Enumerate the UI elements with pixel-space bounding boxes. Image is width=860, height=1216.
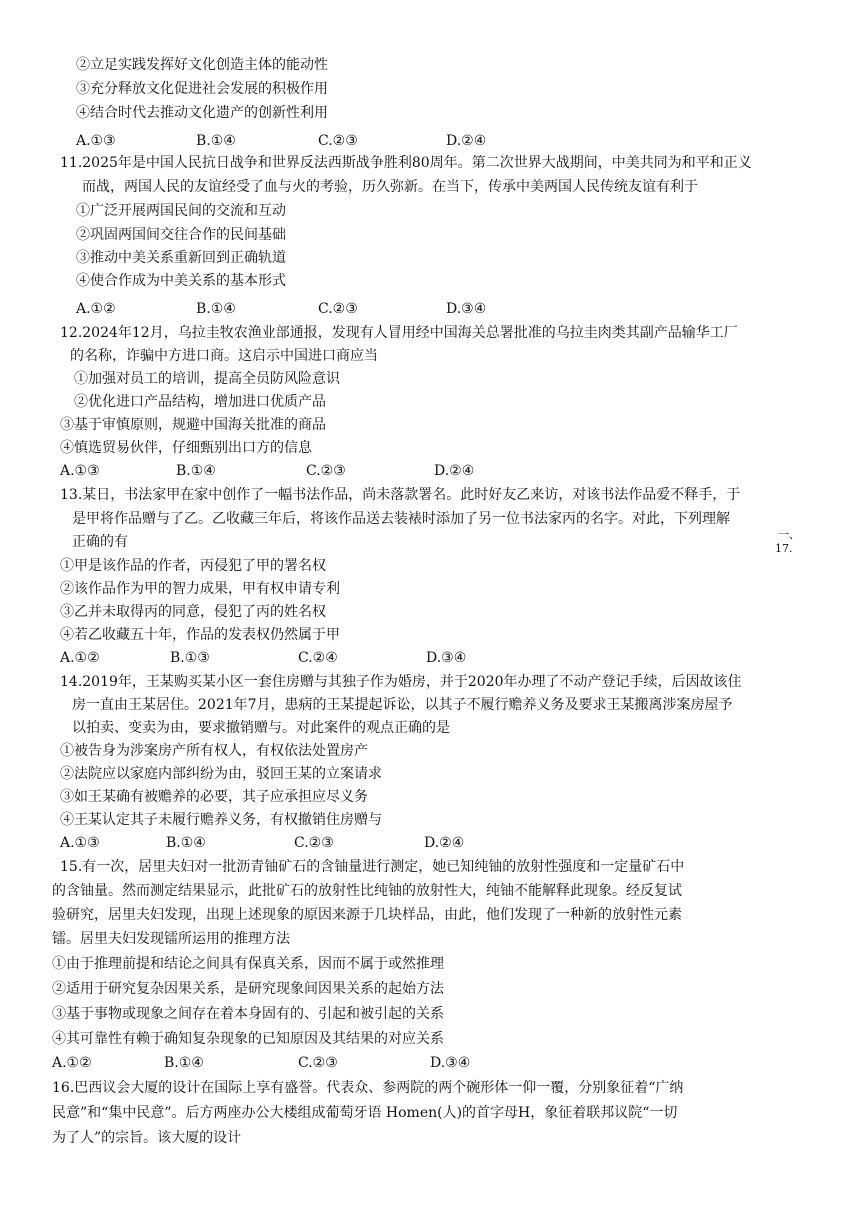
q14-item-2: ②法院应以家庭内部纠纷为由，驳回王某的立案请求	[60, 766, 382, 782]
q12-item-2: ②优化进口产品结构，增加进口优质产品	[74, 394, 326, 410]
q13-option-b[interactable]: B.①③	[170, 650, 210, 666]
q12-option-d[interactable]: D.②④	[434, 463, 475, 479]
q12-item-3: ③基于审慎原则，规避中国海关批准的商品	[60, 417, 326, 433]
q10-item-3: ③充分释放文化促进社会发展的积极作用	[76, 81, 328, 97]
q10-option-b[interactable]: B.①④	[196, 133, 236, 149]
q12-item-1: ①加强对员工的培训，提高全员防风险意识	[74, 371, 340, 387]
q14-stem-line-1: 14.2019年，王某购买某小区一套住房赠与其独子作为婚房，并于2020年办理了不动产登记手续，后因故该住	[60, 674, 742, 690]
q15-option-d[interactable]: D.③④	[430, 1055, 471, 1071]
q16-stem-line-1: 16.巴西议会大厦的设计在国际上享有盛誉。代表众、参两院的两个碗形体一仰一覆，分别象征着“广纳	[52, 1080, 684, 1096]
margin-mark-2: 17.	[775, 542, 793, 555]
q13-stem-line-3: 正确的有	[72, 534, 128, 550]
q14-option-a[interactable]: A.①③	[60, 835, 100, 851]
q11-stem-line-2: 而战，两国人民的友谊经受了血与火的考验，历久弥新。在当下，传承中美两国人民传统友谊有利于	[82, 179, 698, 195]
q11-stem-line-1: 11.2025年是中国人民抗日战争和世界反法西斯战争胜利80周年。第二次世界大战期间，中美共同为和平和正义	[60, 155, 752, 171]
q11-options	[76, 298, 676, 320]
q14-option-b[interactable]: B.①④	[166, 835, 206, 851]
q12-stem-line-2: 的名称，诈骗中方进口商。这启示中国进口商应当	[70, 348, 378, 364]
q15-stem-line-2: 的含铀量。然而测定结果显示，此批矿石的放射性比纯铀的放射性大，纯铀不能解释此现象。经反复试	[52, 883, 682, 899]
q15-option-a[interactable]: A.①②	[52, 1055, 92, 1071]
q15-stem-line-1: 15.有一次，居里夫妇对一批沥青铀矿石的含铀量进行测定，她已知纯铀的放射性强度和一定量矿石中	[60, 859, 685, 875]
q13-item-1: ①甲是该作品的作者，丙侵犯了甲的署名权	[60, 558, 326, 574]
q15-options	[52, 1052, 652, 1074]
q13-item-4: ④若乙收藏五十年，作品的发表权仍然属于甲	[60, 627, 340, 643]
q15-option-b[interactable]: B.①④	[164, 1055, 204, 1071]
q13-option-a[interactable]: A.①②	[60, 650, 100, 666]
q11-item-3: ③推动中美关系重新回到正确轨道	[76, 250, 286, 266]
q10-options	[76, 130, 676, 152]
q13-option-c[interactable]: C.②④	[298, 650, 338, 666]
q10-option-c[interactable]: C.②③	[318, 133, 358, 149]
margin-mark-1: 一、	[778, 528, 800, 541]
q13-stem-line-2: 是甲将作品赠与了乙。乙收藏三年后，将该作品送去装裱时添加了另一位书法家丙的名字。对此，下列理解	[72, 511, 730, 527]
q10-item-2: ②立足实践发挥好文化创造主体的能动性	[76, 57, 328, 73]
q14-item-1: ①被告身为涉案房产所有权人，有权依法处置房产	[60, 743, 368, 759]
q15-stem-line-3: 验研究，居里夫妇发现，出现上述现象的原因来源于几块样品，由此，他们发现了一种新的放射性元素	[52, 907, 682, 923]
q14-stem-line-3: 以拍卖、变卖为由，要求撤销赠与。对此案件的观点正确的是	[72, 720, 450, 736]
q10-option-a[interactable]: A.①③	[76, 133, 116, 149]
q14-options	[60, 832, 660, 854]
q11-item-1: ①广泛开展两国民间的交流和互动	[76, 203, 286, 219]
q12-item-4: ④慎选贸易伙伴，仔细甄别出口方的信息	[60, 440, 312, 456]
q11-option-c[interactable]: C.②③	[318, 301, 358, 317]
q13-stem-line-1: 13.某日，书法家甲在家中创作了一幅书法作品，尚未落款署名。此时好友乙来访，对该书法作品爱不释手，于	[60, 487, 741, 503]
q12-option-b[interactable]: B.①④	[176, 463, 216, 479]
q13-item-3: ③乙并未取得丙的同意，侵犯了丙的姓名权	[60, 604, 326, 620]
q13-options	[60, 647, 660, 669]
q11-option-b[interactable]: B.①④	[196, 301, 236, 317]
q11-item-2: ②巩固两国间交往合作的民间基础	[76, 227, 286, 243]
q16-stem-line-3: 为了人”的宗旨。该大厦的设计	[52, 1130, 242, 1146]
q15-item-3: ③基于事物或现象之间存在着本身固有的、引起和被引起的关系	[52, 1006, 444, 1022]
q15-stem-line-4: 镭。居里夫妇发现镭所运用的推理方法	[52, 931, 290, 947]
q12-stem-line-1: 12.2024年12月，乌拉圭牧农渔业部通报，发现有人冒用经中国海关总署批准的乌拉圭肉类其副产品输华工厂	[60, 325, 738, 341]
q15-item-1: ①由于推理前提和结论之间具有保真关系，因而不属于或然推理	[52, 956, 444, 972]
q12-option-c[interactable]: C.②③	[306, 463, 346, 479]
q13-option-d[interactable]: D.③④	[426, 650, 467, 666]
q15-option-c[interactable]: C.②③	[298, 1055, 338, 1071]
q10-option-d[interactable]: D.②④	[446, 133, 487, 149]
q12-option-a[interactable]: A.①③	[60, 463, 100, 479]
q11-item-4: ④使合作成为中美关系的基本形式	[76, 273, 286, 289]
q14-option-d[interactable]: D.②④	[424, 835, 465, 851]
q14-option-c[interactable]: C.②③	[294, 835, 334, 851]
q14-stem-line-2: 房一直由王某居住。2021年7月，患病的王某提起诉讼，以其子不履行赡养义务及要求王某搬离涉案房屋予	[72, 697, 733, 713]
q16-stem-line-2: 民意”和“集中民意”。后方两座办公大楼组成葡萄牙语 Homen(人)的首字母H，象征着联邦议院“一切	[52, 1105, 678, 1121]
q15-item-4: ④其可靠性有赖于确知复杂现象的已知原因及其结果的对应关系	[52, 1031, 444, 1047]
q13-item-2: ②该作品作为甲的智力成果，甲有权申请专利	[60, 581, 340, 597]
q11-option-d[interactable]: D.③④	[446, 301, 487, 317]
q14-item-3: ③如王某确有被赡养的必要，其子应承担应尽义务	[60, 789, 368, 805]
q10-item-4: ④结合时代去推动文化遗产的创新性利用	[76, 105, 328, 121]
q15-item-2: ②适用于研究复杂因果关系，是研究现象间因果关系的起始方法	[52, 981, 444, 997]
q12-options	[60, 460, 660, 482]
q14-item-4: ④王某认定其子未履行赡养义务，有权撤销住房赠与	[60, 812, 382, 828]
q11-option-a[interactable]: A.①②	[76, 301, 116, 317]
